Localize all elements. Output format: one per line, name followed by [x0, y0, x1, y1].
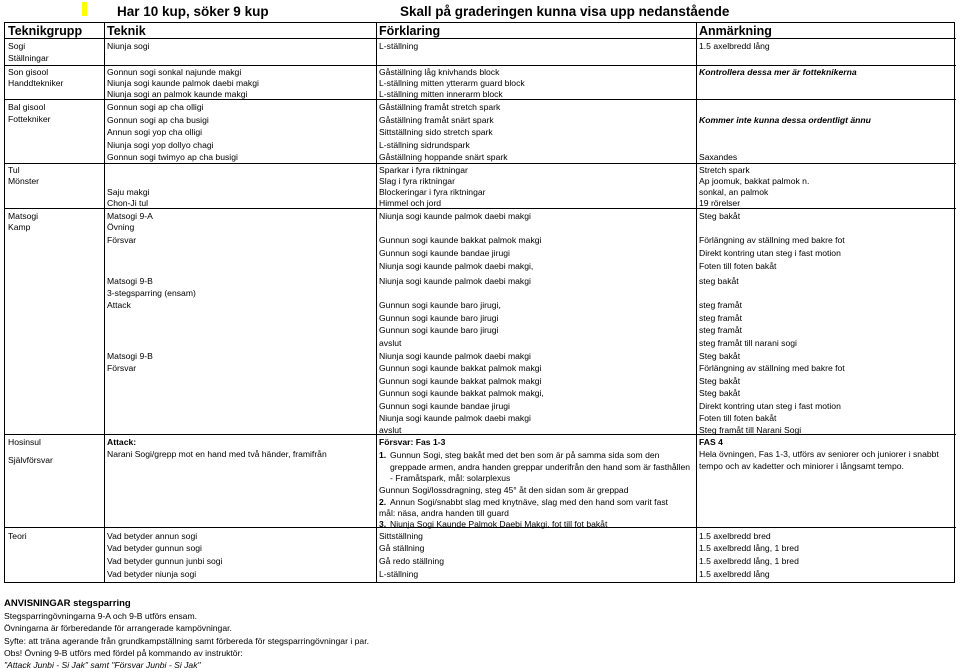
col-divider: [104, 22, 105, 583]
forklaring-cell: Gunnun sogi kaunde bakkat palmok makgi: [379, 376, 542, 386]
col-divider: [376, 22, 377, 583]
teknik-cell: Vad betyder gunnun junbi sogi: [107, 556, 223, 566]
forklaring-cell: avslut: [379, 425, 402, 435]
anmarkning-cell: 19 rörelser: [699, 198, 741, 208]
header-teknikgrupp: Teknikgrupp: [8, 24, 83, 38]
teknik-cell: Niunja sogi: [107, 41, 150, 51]
forklaring-cell: L-ställning sidrundspark: [379, 140, 470, 150]
forsvar-step-3: Niunja Sogi Kaunde Palmok Daebi Makgi, fot till fot bakåt: [390, 519, 608, 529]
col-divider: [696, 22, 697, 583]
forklaring-cell: Niunja sogi kaunde palmok daebi makgi,: [379, 261, 534, 271]
row-divider: [4, 38, 956, 39]
forklaring-cell: Niunja sogi kaunde palmok daebi makgi: [379, 351, 531, 361]
forklaring-cell: Gåställning framåt stretch spark: [379, 102, 501, 112]
forklaring-cell: Gå redo ställning: [379, 556, 444, 566]
anmarkning-cell: Stretch spark: [699, 165, 750, 175]
forsvar-step-2: Annun Sogi/snabbt slag med knytnäve, slag med den hand som varit fast: [390, 497, 669, 507]
group-sublabel: Handdtekniker: [8, 78, 64, 88]
forsvar-step-1: Gunnun Sogi, steg bakåt med det ben som är på samma sida som den greppade armen, andra handen greppar underifrån den hand som är fasthållen - Framåtspark, mål: solarplexus: [390, 450, 691, 483]
forklaring-cell: L-ställning mitten innerarm block: [379, 89, 503, 99]
step-number: 2.: [379, 497, 387, 507]
teknik-cell: Chon-Ji tul: [107, 198, 149, 208]
anmarkning-cell: 1.5 axelbredd lång: [699, 569, 770, 579]
forklaring-cell: Niunja sogi kaunde palmok daebi makgi: [379, 276, 531, 286]
teknik-cell: Niunja sogi kaunde palmok daebi makgi: [107, 78, 259, 88]
anmarkning-cell: Direkt kontring utan steg i fast motion: [699, 248, 841, 258]
anmarkning-cell: Saxandes: [699, 152, 738, 162]
forsvar-label: Försvar: Fas 1-3: [379, 437, 446, 447]
teknik-cell: Matsogi 9-B: [107, 351, 153, 361]
forklaring-cell: Gunnun sogi kaunde bandae jirugi: [379, 401, 510, 411]
anmarkning-cell: steg framåt: [699, 325, 742, 335]
forklaring-cell: Gunnun sogi kaunde bakkat palmok makgi: [379, 235, 542, 245]
anmarkning-cell: Steg bakåt: [699, 351, 741, 361]
anmarkning-cell: Foten till foten bakåt: [699, 261, 777, 271]
group-sublabel: Fottekniker: [8, 114, 51, 124]
forklaring-cell: Gåställning framåt snärt spark: [379, 115, 494, 125]
forsvar-step-1b: Gunnun Sogi/lossdragning, steg 45° åt den sidan som är greppad: [379, 485, 629, 495]
group-sublabel: Självförsvar: [8, 455, 53, 465]
anmarkning-cell: 1.5 axelbredd lång, 1 bred: [699, 543, 799, 553]
forklaring-cell: Slag i fyra riktningar: [379, 176, 455, 186]
step-number: 3.: [379, 519, 387, 529]
group-label: Son gisool: [8, 67, 49, 77]
teknik-cell: Niunja sogi yop dollyo chagi: [107, 140, 214, 150]
anmarkning-cell: steg framåt till narani sogi: [699, 338, 797, 348]
teknik-cell: Gonnun sogi twimyo ap cha busigi: [107, 152, 238, 162]
group-label: Hosinsul: [8, 437, 41, 447]
teknik-cell: Saju makgi: [107, 187, 150, 197]
teknik-cell: 3-stegsparring (ensam): [107, 288, 196, 298]
group-label: Matsogi: [8, 211, 39, 221]
forklaring-cell: Gunnun sogi kaunde baro jirugi: [379, 325, 499, 335]
group-label: Sogi: [8, 41, 26, 51]
teknik-cell: Niunja sogi an palmok kaunde makgi: [107, 89, 248, 99]
forklaring-cell: Himmel och jord: [379, 198, 442, 208]
page-title-left: Har 10 kup, söker 9 kup: [117, 4, 269, 19]
anmarkning-cell: sonkal, an palmok: [699, 187, 769, 197]
row-divider: [4, 65, 956, 66]
teknik-cell: Övning: [107, 222, 135, 232]
group-sublabel: Mönster: [8, 176, 40, 186]
forklaring-cell: Blockeringar i fyra riktningar: [379, 187, 486, 197]
step-number: 1.: [379, 450, 387, 460]
teknik-cell: Matsogi 9-A: [107, 211, 153, 221]
teknik-cell: Attack: [107, 300, 131, 310]
teknik-cell: Vad betyder niunja sogi: [107, 569, 197, 579]
notes-heading: ANVISNINGAR stegsparring: [4, 598, 131, 609]
anmarkning-cell: 1.5 axelbredd bred: [699, 531, 771, 541]
forsvar-step-2b: mål: näsa, andra handen till guard: [379, 508, 509, 518]
teknik-cell: Gonnun sogi ap cha olligi: [107, 102, 204, 112]
forklaring-cell: Gåställning hoppande snärt spark: [379, 152, 508, 162]
forklaring-cell: Gåställning låg knivhands block: [379, 67, 500, 77]
header-forklaring: Förklaring: [379, 24, 441, 38]
anmarkning-cell: Steg bakåt: [699, 388, 741, 398]
forklaring-cell: Gå ställning: [379, 543, 425, 553]
header-teknik: Teknik: [107, 24, 146, 38]
anmarkning-cell: Steg framåt till Narani Sogi: [699, 425, 802, 435]
forklaring-cell: avslut: [379, 338, 402, 348]
forklaring-cell: Gunnun sogi kaunde bakkat palmok makgi,: [379, 388, 544, 398]
forklaring-cell: Gunnun sogi kaunde bakkat palmok makgi: [379, 363, 542, 373]
notes-line: Syfte: att träna agerande från grundkampställning samt förbereda för stegsparringövningar i par.: [4, 636, 369, 646]
attack-text: Narani Sogi/grepp mot en hand med två händer, framifrån: [107, 449, 327, 459]
teknik-cell: Vad betyder gunnun sogi: [107, 543, 202, 553]
anmarkning-cell: Ap joomuk, bakkat palmok n.: [699, 176, 810, 186]
yellow-highlight-cell: [82, 2, 87, 16]
teknik-cell: Gonnun sogi ap cha busigi: [107, 115, 209, 125]
notes-line: "Attack Junbi - Si Jak" samt "Försvar Junbi - Si Jak": [4, 660, 201, 670]
forklaring-cell: L-ställning: [379, 569, 419, 579]
notes-line: Övningarna är förberedande för arrangerade kampövningar.: [4, 623, 232, 633]
anmarkning-cell: Förlängning av ställning med bakre fot: [699, 235, 845, 245]
header-anmarkning: Anmärkning: [699, 24, 772, 38]
anmarkning-cell: Steg bakåt: [699, 211, 741, 221]
teknik-cell: Försvar: [107, 235, 137, 245]
anmarkning-cell: Steg bakåt: [699, 376, 741, 386]
teknik-cell: Matsogi 9-B: [107, 276, 153, 286]
forklaring-cell: Gunnun sogi kaunde bandae jirugi: [379, 248, 510, 258]
forklaring-cell: Sittställning: [379, 531, 423, 541]
anmarkning-cell: Foten till foten bakåt: [699, 413, 777, 423]
forklaring-cell: L-ställning mitten ytterarm guard block: [379, 78, 525, 88]
anmarkning-cell: steg framåt: [699, 313, 742, 323]
anmarkning-cell: Direkt kontring utan steg i fast motion: [699, 401, 841, 411]
teknik-cell: Vad betyder annun sogi: [107, 531, 198, 541]
anmarkning-cell: Förlängning av ställning med bakre fot: [699, 363, 845, 373]
group-label: Tul: [8, 165, 20, 175]
notes-line: Obs! Övning 9-B utförs med fördel på kommando av instruktör:: [4, 648, 243, 658]
page-title-right: Skall på graderingen kunna visa upp nedanstående: [400, 4, 730, 19]
group-label: Teori: [8, 531, 27, 541]
forklaring-cell: Niunja sogi kaunde palmok daebi makgi: [379, 211, 531, 221]
forklaring-cell: Gunnun sogi kaunde baro jirugi,: [379, 300, 501, 310]
row-divider: [4, 163, 956, 164]
forklaring-cell: Niunja sogi kaunde palmok daebi makgi: [379, 413, 531, 423]
teknik-cell: Försvar: [107, 363, 137, 373]
group-label: Bal gisool: [8, 102, 46, 112]
notes-line: Stegsparringövningarna 9-A och 9-B utförs ensam.: [4, 611, 197, 621]
anmarkning-cell: Kommer inte kunna dessa ordentligt ännu: [699, 115, 871, 125]
teknik-cell: Annun sogi yop cha olligi: [107, 127, 203, 137]
anmarkning-cell: 1.5 axelbredd lång: [699, 41, 770, 51]
forklaring-cell: Sparkar i fyra riktningar: [379, 165, 468, 175]
row-divider: [4, 434, 956, 435]
anmarkning-cell: 1.5 axelbredd lång, 1 bred: [699, 556, 799, 566]
fas-text: Hela övningen, Fas 1-3, utförs av seniorer och juniorer i snabbt tempo och av kadetter och miniorer i långsamt tempo.: [699, 449, 939, 471]
teknik-cell: Gonnun sogi sonkal najunde makgi: [107, 67, 242, 77]
group-sublabel: Kamp: [8, 222, 31, 232]
forklaring-cell: L-ställning: [379, 41, 419, 51]
fas-label: FAS 4: [699, 437, 723, 447]
forklaring-cell: Gunnun sogi kaunde baro jirugi: [379, 313, 499, 323]
anmarkning-cell: Kontrollera dessa mer är fotteknikerna: [699, 67, 857, 77]
forklaring-cell: Sittställning sido stretch spark: [379, 127, 493, 137]
anmarkning-cell: steg bakåt: [699, 276, 739, 286]
anmarkning-cell: steg framåt: [699, 300, 742, 310]
group-sublabel: Ställningar: [8, 53, 49, 63]
attack-label: Attack:: [107, 437, 137, 447]
